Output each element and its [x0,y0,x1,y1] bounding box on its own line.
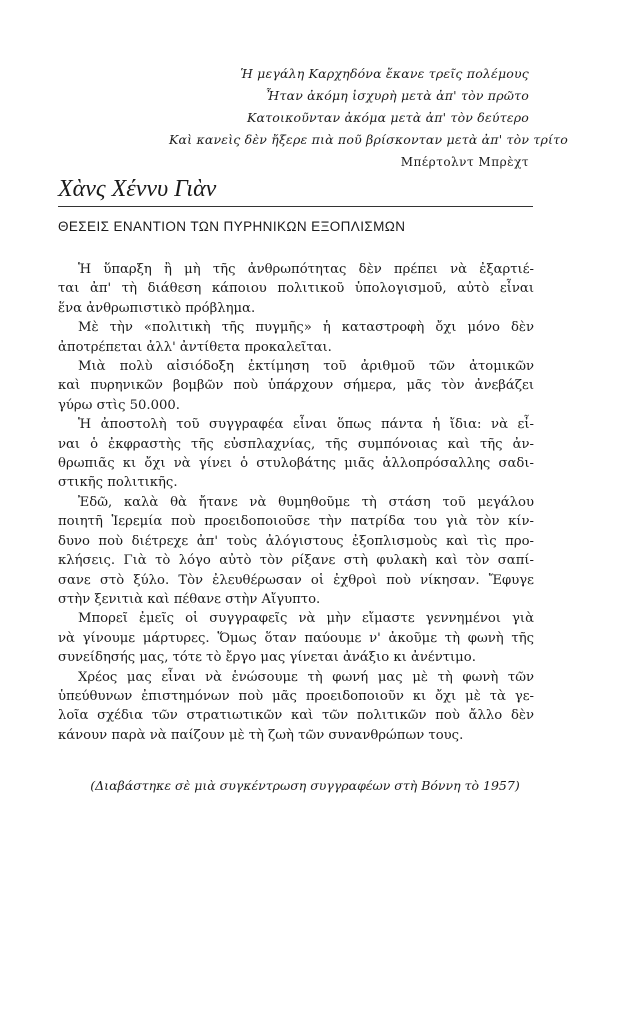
text-line: Ἡ ἀποστολὴ τοῦ συγγραφέα εἶναι ὅπως πάντα ἡ ἴδια: νὰ εἶ- [78,417,534,433]
text-line: Μὲ τὴν «πολιτικὴ τῆς πυγμῆς» ἡ καταστροφὴ ὄχι μόνο δὲν [78,320,534,336]
text-line: κλήσεις. Γιὰ τὸ λόγο αὐτὸ τὸν ρίξανε στὴ φυλακὴ καὶ τὸν σαπί- [58,553,534,569]
text-line: νὰ γίνουμε μάρτυρες. Ὅμως ὅταν παύουμε ν' ἀκοῦμε τὴ φωνὴ τῆς [58,630,534,646]
text-line: Χρέος μας εἶναι νὰ ἑνώσουμε τὴ φωνή μας μὲ τὴ φωνὴ τῶν [78,669,534,685]
paragraph [58,260,534,318]
author-divider [58,206,533,207]
paragraph [58,357,534,415]
epigraph-line: Κατοικοῦνταν ἀκόμα μετὰ ἀπ' τὸν δεύτερο [246,110,529,125]
text-line: σανε στὸ ξύλο. Τὸν ἐλευθέρωσαν οἱ ἐχθροὶ ποὺ νίκησαν. Ἔφυγε [58,572,534,588]
paragraph [58,609,534,667]
text-line: γύρω στὶς 50.000. [58,397,180,413]
epigraph [169,63,568,173]
article-body [58,260,534,745]
paragraph [58,493,534,609]
text-line: στικῆς πολιτικῆς. [58,475,178,491]
author-name: Χὰνς Χέννυ Γιὰν [58,176,217,202]
text-line: λοῖα σχέδια τῶν στρατιωτικῶν καὶ τῶν πολιτικῶν ποὺ ἄλλο δὲν [58,708,534,724]
text-line: ναι ὁ ἐκφραστὴς τῆς εὐσπλαχνίας, τῆς συμπόνοιας καὶ τῆς ἀν- [58,436,534,452]
text-line: ὑπεύθυνων ἐπιστημόνων ποὺ μᾶς προειδοποιοῦν κι ὄχι μὲ τὰ γε- [58,688,534,704]
text-line: κάνουν παρὰ νὰ παίζουν μὲ τὴ ζωὴ τῶν συνανθρώπων τους. [58,727,464,743]
text-line: Μπορεῖ ἐμεῖς οἱ συγγραφεῖς νὰ μὴν εἴμαστε γεννημένοι γιὰ [78,611,534,627]
section-title: ΘΕΣΕΙΣ ΕΝΑΝΤΙΟΝ ΤΩΝ ΠΥΡΗΝΙΚΩΝ ΕΞΟΠΛΙΣΜΩΝ [58,219,406,234]
paragraph [58,318,534,357]
text-line: ἀποτρέπεται ἀλλ' ἀντίθετα προκαλεῖται. [58,339,332,355]
paragraph [58,415,534,493]
text-line: θρωπιᾶς κι ὄχι νὰ γίνει ὁ στυλοβάτης μιᾶς ἀλλοπρόσαλλης σαδι- [58,456,534,472]
footer-note: (Διαβάστηκε σὲ μιὰ συγκέντρωση συγγραφέων στὴ Βόννη τὸ 1957) [90,778,520,793]
text-line: Μιὰ πολὺ αἰσιόδοξη ἐκτίμηση τοῦ ἀριθμοῦ τῶν ἀτομικῶν [78,359,534,375]
text-line: ποιητῆ Ἱερεμία ποὺ προειδοποιοῦσε τὴν πατρίδα του γιὰ τὸν κίν- [58,514,534,530]
epigraph-line: Ἦταν ἀκόμη ἰσχυρὴ μετὰ ἀπ' τὸν πρῶτο [265,88,529,103]
text-line: Ἡ ὕπαρξη ἢ μὴ τῆς ἀνθρωπότητας δὲν πρέπει νὰ ἐξαρτιέ- [78,262,534,277]
text-line: ται ἀπ' τὴ διάθεση κάποιου πολιτικοῦ ὑπολογισμοῦ, αὐτὸ εἶναι [58,281,534,297]
paragraph [58,668,534,746]
epigraph-line: Ἡ μεγάλη Καρχηδόνα ἔκανε τρεῖς πολέμους [240,66,529,81]
text-line: συνείδησής μας, τότε τὸ ἔργο μας γίνεται ἀνάξιο κι ἀνέντιμο. [58,650,476,666]
epigraph-attribution: Μπέρτολντ Μπρὲχτ [400,155,529,169]
text-line: στὴν ξενιτιὰ καὶ πέθανε στὴν Αἴγυπτο. [58,591,321,607]
text-line: δυνο ποὺ διέτρεχε ἀπ' τοὺς ἀλόγιστους ἐξοπλισμοὺς καὶ τὶς προ- [58,533,534,549]
text-line: καὶ πυρηνικῶν βομβῶν ποὺ ὑπάρχουν σήμερα, μᾶς τὸν ἀνεβάζει [58,378,534,394]
text-line: ἕνα ἀνθρωπιστικὸ πρόβλημα. [58,300,256,316]
epigraph-line: Καὶ κανεὶς δὲν ἤξερε πιὰ ποῦ βρίσκονταν μετὰ ἀπ' τὸν τρίτο [169,132,568,147]
text-line: Ἐδῶ, καλὰ θὰ ἤτανε νὰ θυμηθοῦμε τὴ στάση τοῦ μεγάλου [78,494,534,510]
